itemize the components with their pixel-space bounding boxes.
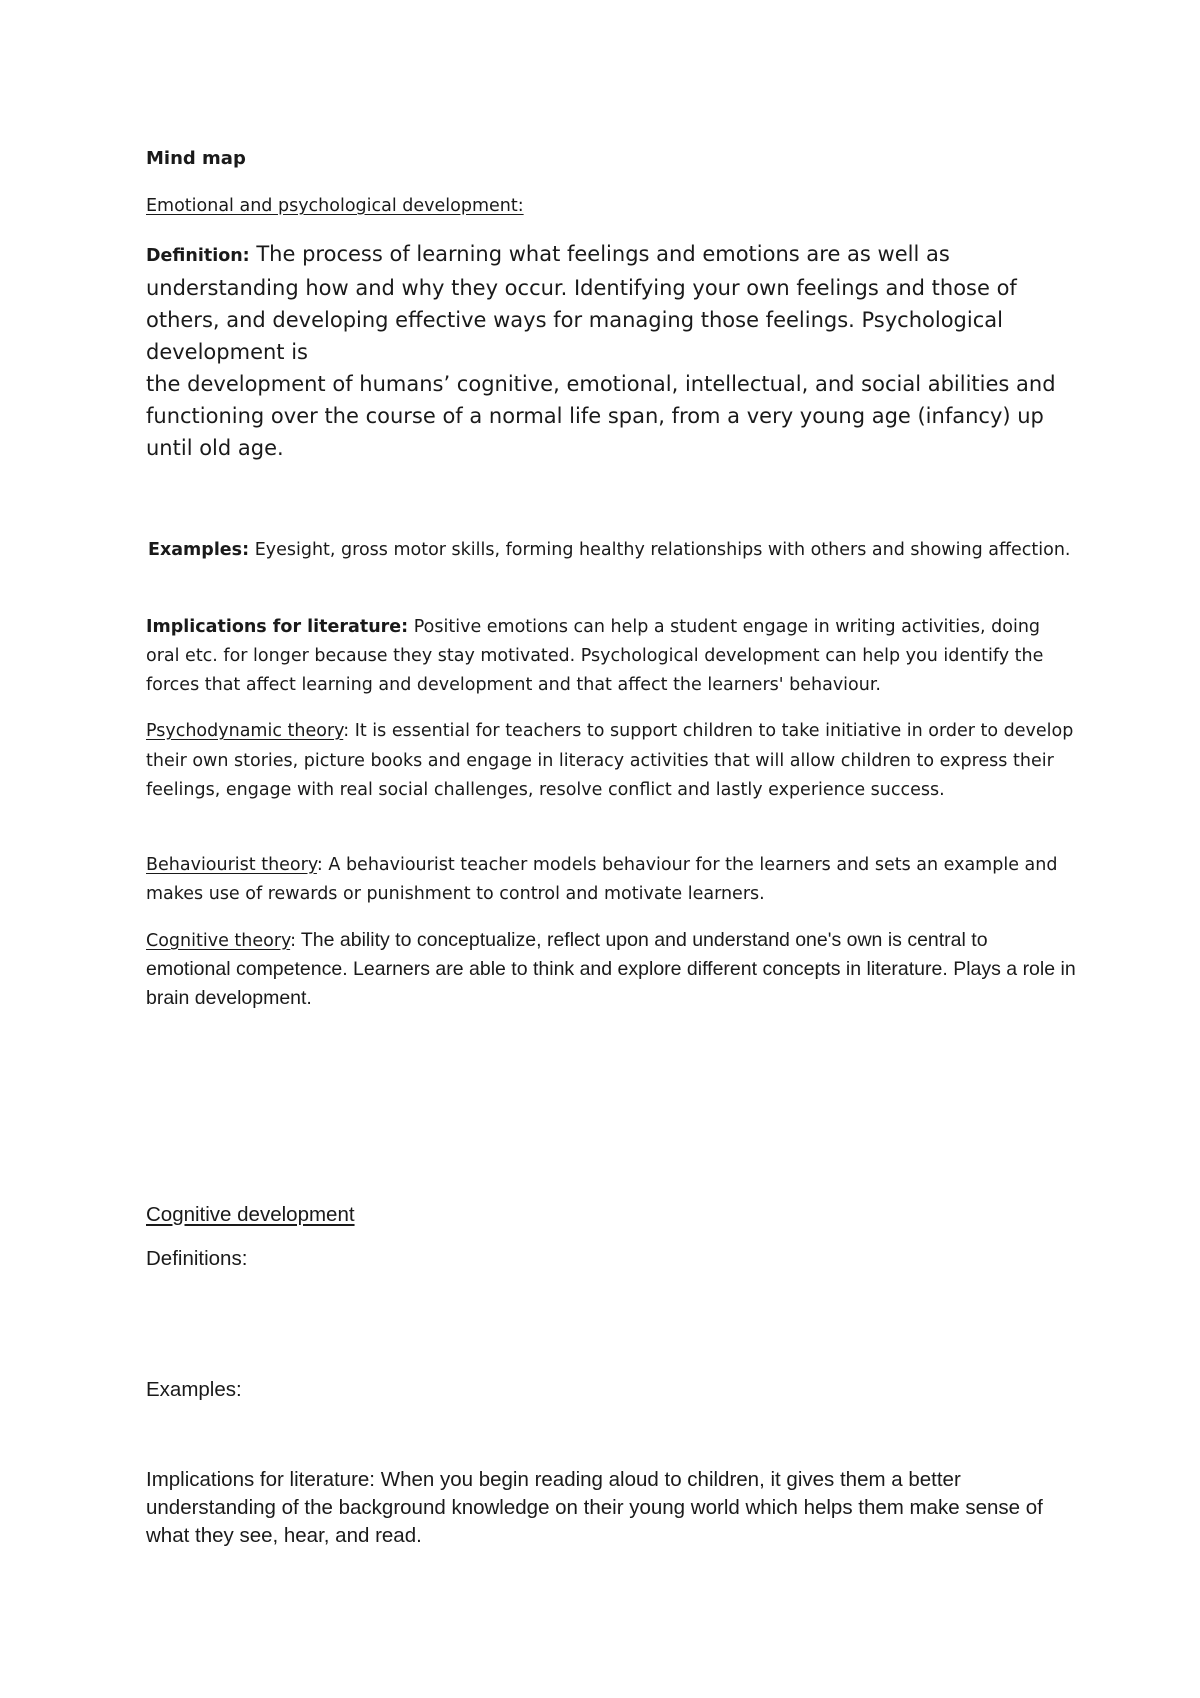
cognitive-examples-label: Examples:	[146, 1378, 242, 1401]
cognitive-implications-paragraph	[146, 1466, 1076, 1550]
psychodynamic-colon: :	[343, 721, 350, 741]
definition-label: Definition:	[146, 246, 250, 266]
cognitive-theory-label: Cognitive theory	[146, 931, 291, 951]
implications-label: Implications for literature:	[146, 617, 409, 637]
definition-text: The process of learning what feelings and emotions are as well as understanding how and why they occur. Identifying your own feelings and those of others, and developing effective ways for managing those feelings. Psychological development is	[146, 242, 1017, 364]
behaviourist-paragraph	[146, 851, 1076, 909]
cognitive-theory-colon: :	[290, 931, 297, 951]
psychodynamic-label: Psychodynamic theory	[146, 721, 344, 741]
cognitive-implications-text: When you begin reading aloud to children, it gives them a better understanding of the background knowledge on their young world which helps them make sense of what they see, hear, and read.	[146, 1468, 1043, 1547]
psychodynamic-paragraph	[146, 717, 1076, 806]
cognitive-theory-paragraph	[146, 926, 1076, 1013]
definition-paragraph	[146, 238, 1076, 464]
behaviourist-colon: :	[316, 855, 323, 875]
cognitive-theory-text: The ability to conceptualize, reflect upon and understand one's own is central to emotional competence. Learners are able to think and explore different concepts in literature. Plays a role in brain development.	[146, 929, 1076, 1009]
examples-paragraph	[148, 536, 1078, 565]
implications-text: Positive emotions can help a student engage in writing activities, doing oral etc. for longer because they stay motivated. Psychological development can help you identify the forces that affect learning and development and that affect the learners' behaviour.	[146, 617, 1044, 695]
implications-paragraph	[146, 613, 1076, 700]
cognitive-implications-label: Implications for literature:	[146, 1468, 376, 1491]
psychodynamic-text: It is essential for teachers to support children to take initiative in order to develop their own stories, picture books and engage in literacy activities that will allow children to express their feelings, engage with real social challenges, resolve conflict and lastly experience success.	[146, 721, 1074, 800]
behaviourist-label: Behaviourist theory	[146, 855, 317, 875]
cognitive-definitions-label: Definitions:	[146, 1247, 248, 1270]
emotional-section-heading: Emotional and psychological development:	[146, 196, 524, 216]
cognitive-section-heading: Cognitive development	[146, 1203, 355, 1226]
document-title: Mind map	[146, 148, 246, 169]
examples-text: Eyesight, gross motor skills, forming healthy relationships with others and showing affection.	[254, 540, 1071, 560]
behaviourist-text: A behaviourist teacher models behaviour for the learners and sets an example and makes use of rewards or punishment to control and motivate learners.	[146, 855, 1058, 904]
examples-label: Examples:	[148, 540, 250, 560]
definition-text-continued: the development of humans’ cognitive, emotional, intellectual, and social abilities and functioning over the course of a normal life span, from a very young age (infancy) up until old age.	[146, 372, 1056, 460]
